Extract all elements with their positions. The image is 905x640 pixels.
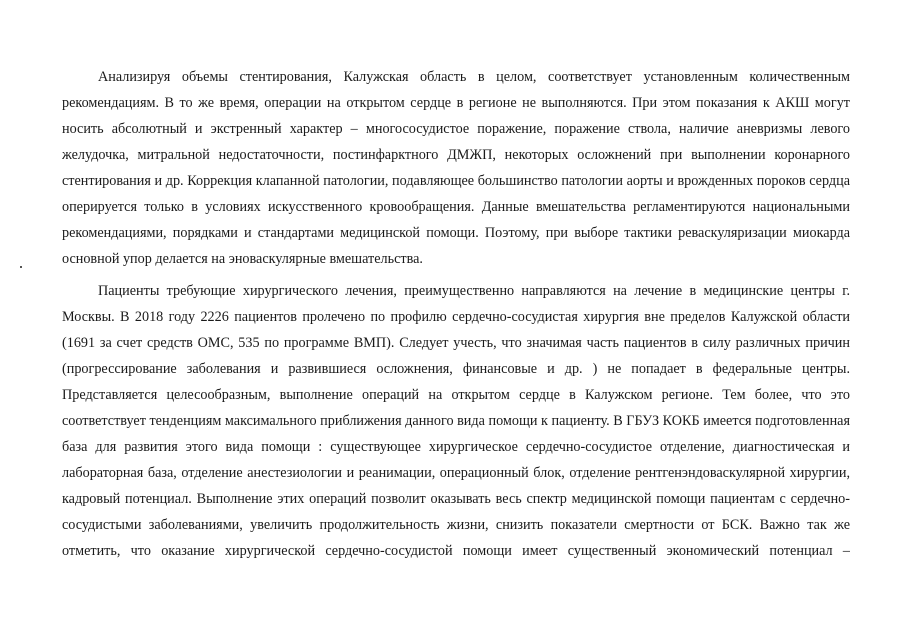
text-line: база для развития этого вида помощи : существующее хирургическое сердечно-сосудистое отделение, диагностическая и [62,439,850,455]
paragraph-stenting-analysis [62,64,850,272]
text-line: оперируется только в условиях искусственного кровообращения. Данные вмешательства регламентируются национальными [62,199,850,215]
text-line: отметить, что оказание хирургической сердечно-сосудистой помощи имеет существенный экономический потенциал – [62,543,850,559]
text-line: Анализируя объемы стентирования, Калужская область в целом, соответствует установленным количественным [98,69,850,85]
text-line: кадровый потенциал. Выполнение этих операций позволит оказывать весь спектр медицинской помощи пациентам с сердечно- [62,491,850,507]
text-line: основной упор делается на эноваскулярные вмешательства. [62,251,423,267]
paragraph-surgical-patients [62,278,850,564]
text-line: (1691 за счет средств ОМС, 535 по программе ВМП). Следует учесть, что значимая часть пациентов в силу различных причин [62,335,850,351]
text-line: рекомендациями, порядками и стандартами медицинской помощи. Поэтому, при выборе тактики реваскуляризации миокарда [62,225,850,241]
text-line: (прогрессирование заболевания и развившиеся осложнения, финансовые и др. ) не попадает в федеральные центры. [62,361,850,377]
text-line: сосудистыми заболеваниями, увеличить продолжительность жизни, снизить показатели смертности от БСК. Важно так же [62,517,850,533]
text-line: соответствует тенденциям максимального приближения данного вида помощи к пациенту. В ГБУЗ КОКБ имеется подготовленная [62,413,850,429]
scan-dot-mark [20,266,22,268]
text-line: Пациенты требующие хирургического лечения, преимущественно направляются на лечение в медицинские центры г. [98,283,850,299]
text-line: Представляется целесообразным, выполнение операций на открытом сердце в Калужском регионе. Тем более, что это [62,387,850,403]
text-line: стентирования и др. Коррекция клапанной патологии, подавляющее большинство патологии аорты и врожденных пороков сердца [62,173,850,189]
text-line: Москвы. В 2018 году 2226 пациентов пролечено по профилю сердечно-сосудистая хирургия вне пределов Калужской области [62,309,850,325]
text-line: рекомендациям. В то же время, операции на открытом сердце в регионе не выполняются. При этом показания к АКШ могут [62,95,850,111]
text-line: лабораторная база, отделение анестезиологии и реанимации, операционный блок, отделение рентгенэндоваскулярной хирургии, [62,465,850,481]
text-line: желудочка, митральной недостаточности, постинфарктного ДМЖП, некоторых осложнений при выполнении коронарного [62,147,850,163]
text-line: носить абсолютный и экстренный характер – многососудистое поражение, поражение ствола, наличие аневризмы левого [62,121,850,137]
